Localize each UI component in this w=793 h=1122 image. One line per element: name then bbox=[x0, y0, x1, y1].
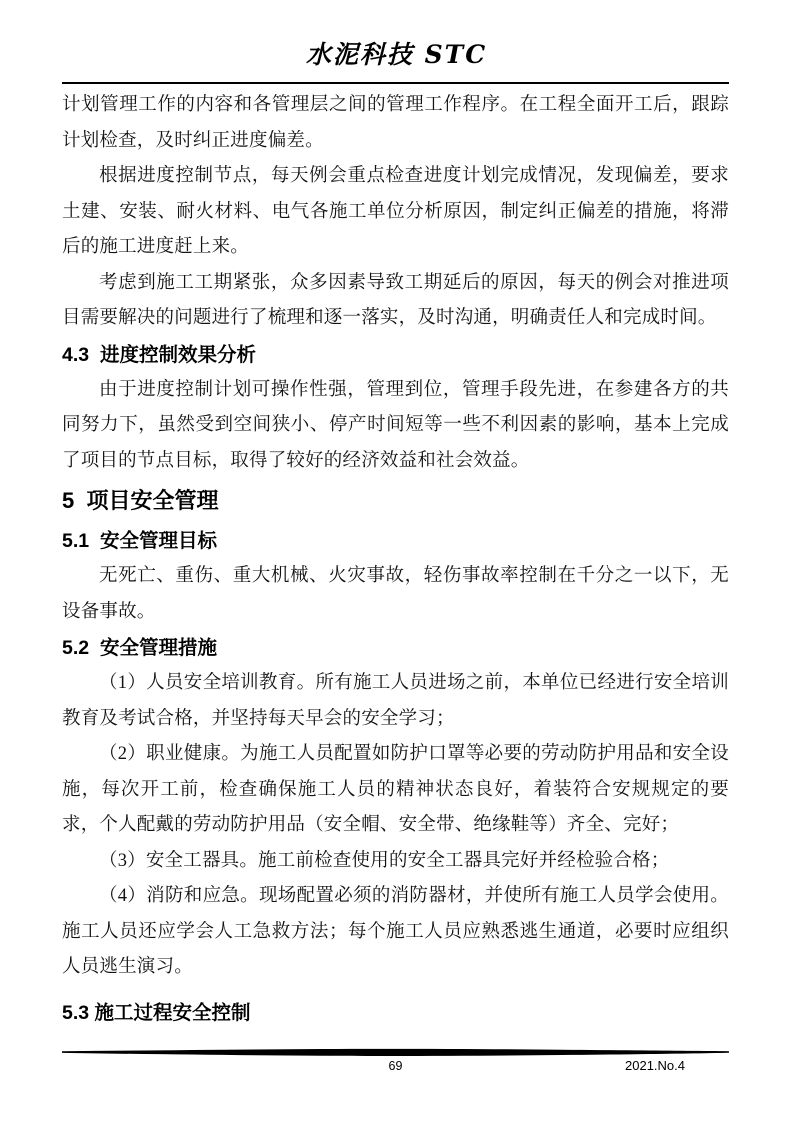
section-heading-5-2: 5.2 安全管理措施 bbox=[62, 637, 217, 659]
paragraph: （4）消防和应急。现场配置必须的消防器材，并使所有施工人员学会使用。施工人员还应学会人工急救方法；每个施工人员应熟悉逃生通道，必要时应组织人员逃生演习。 bbox=[62, 886, 729, 977]
footer-rule bbox=[62, 1048, 729, 1057]
paragraph: （3）安全工器具。施工前检查使用的安全工器具完好并经检验合格； bbox=[99, 850, 670, 871]
paragraph: 根据进度控制节点，每天例会重点检查进度计划完成情况，发现偏差，要求土建、安装、耐火材料、电气各施工单位分析原因，制定纠正偏差的措施，将滞后的施工进度赶上来。 bbox=[62, 166, 729, 257]
section-heading-4-3: 4.3 进度控制效果分析 bbox=[62, 343, 256, 366]
section-heading-5-1: 5.1 安全管理目标 bbox=[62, 530, 217, 552]
footer-text-row bbox=[62, 1058, 729, 1076]
header-rule bbox=[62, 82, 729, 84]
journal-title: 水泥科技 STC bbox=[305, 40, 488, 69]
page-header bbox=[0, 0, 793, 84]
paragraph: 考虑到施工工期紧张，众多因素导致工期延后的原因，每天的例会对推进项目需要解决的问题进行了梳理和逐一落实，及时沟通，明确责任人和完成时间。 bbox=[62, 272, 729, 328]
section-heading-5-3: 5.3 施工过程安全控制 bbox=[62, 1001, 251, 1024]
issue-label: 2021.No.4 bbox=[625, 1058, 685, 1073]
paragraph: 由于进度控制计划可操作性强，管理到位，管理手段先进，在参建各方的共同努力下，虽然受到空间狭小、停产时间短等一些不利因素的影响，基本上完成了项目的节点目标，取得了较好的经济效益和社会效益。 bbox=[62, 379, 729, 471]
document-body bbox=[62, 88, 729, 1031]
paragraph: （2）职业健康。为施工人员配置如防护口罩等必要的劳动防护用品和安全设施，每次开工前，检查确保施工人员的精神状态良好，着装符合安规规定的要求，个人配戴的劳动防护用品（安全帽、安全带、绝缘鞋等）齐全、完好； bbox=[62, 744, 729, 835]
paragraph: 无死亡、重伤、重大机械、火灾事故，轻伤事故率控制在千分之一以下，无设备事故。 bbox=[62, 566, 729, 622]
paragraph: 计划管理工作的内容和各管理层之间的管理工作程序。在工程全面开工后，跟踪计划检查，及时纠正进度偏差。 bbox=[62, 95, 729, 151]
page-footer bbox=[62, 1048, 729, 1076]
chapter-heading-5: 5 项目安全管理 bbox=[62, 488, 219, 513]
paragraph: （1）人员安全培训教育。所有施工人员进场之前，本单位已经进行安全培训教育及考试合格，并坚持每天早会的安全学习； bbox=[62, 673, 729, 729]
page-number: 69 bbox=[388, 1059, 403, 1073]
